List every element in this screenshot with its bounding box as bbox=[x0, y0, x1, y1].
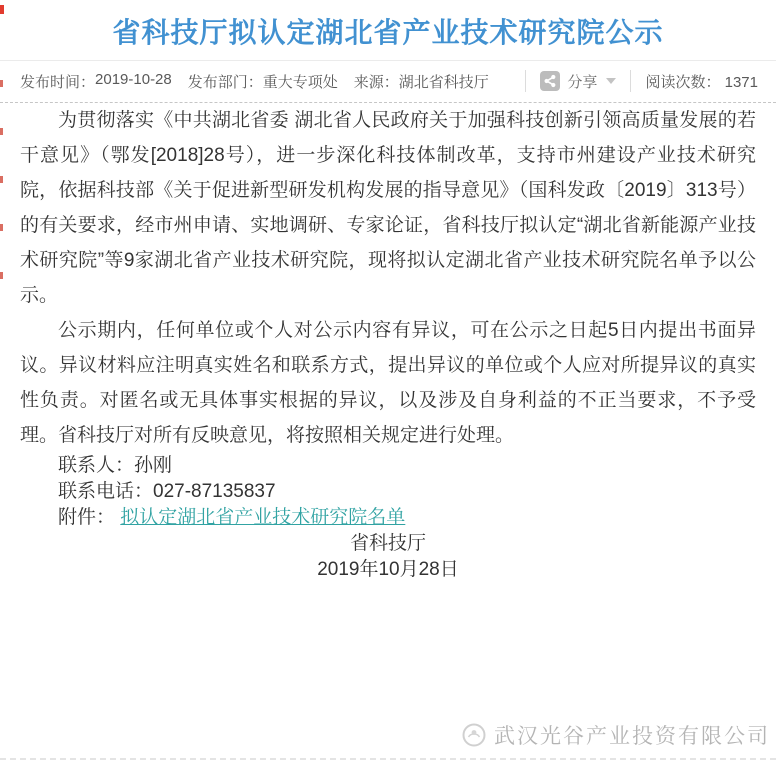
meta-info bbox=[20, 71, 489, 92]
read-count-label: 阅读次数： bbox=[645, 73, 721, 91]
divider bbox=[630, 70, 631, 92]
notice-date: 2019年10月28日 bbox=[317, 559, 459, 580]
share-icon bbox=[540, 71, 560, 91]
source-label: 来源： bbox=[353, 73, 399, 91]
signature: 省科技厅 bbox=[349, 533, 426, 554]
watermark bbox=[460, 720, 770, 750]
company-logo-icon bbox=[460, 721, 488, 749]
source-value: 湖北省科技厅 bbox=[398, 73, 489, 91]
notice-body bbox=[0, 103, 776, 583]
published-date-value: 2019-10-28 bbox=[95, 70, 172, 88]
left-edge-artifact-tick bbox=[0, 5, 4, 14]
publish-department-label: 发布部门： bbox=[187, 73, 263, 91]
share-label: 分享 bbox=[567, 73, 598, 91]
paragraph: 公示期内，任何单位或个人对公示内容有异议，可在公示之日起5日内提出书面异议。异议材料应注明真实姓名和联系方式，提出异议的单位或个人应对所提异议的真实性负责。对匿名或无具体事实根据的异议，以及涉及自身利益的不正当要求，不予受理。省科技厅对所有反映意见，将按照相关规定进行处理。 bbox=[20, 320, 756, 446]
published-date bbox=[20, 71, 172, 92]
meta-bar bbox=[0, 60, 776, 103]
page-title: 省科技厅拟认定湖北省产业技术研究院公示 bbox=[112, 17, 664, 48]
paragraph: 为贯彻落实《中共湖北省委 湖北省人民政府关于加强科技创新引领高质量发展的若干意见》（鄂发[2018]28号），进一步深化科技体制改革，支持市州建设产业技术研究院，依据科技部《关于促进新型研发机构发展的指导意见》（国科发政〔2019〕313号）的有关要求，经市州申请、实地调研、专家论证，省科技厅拟认定“湖北省新能源产业技术研究院”等9家湖北省产业技术研究院，现将拟认定湖北省产业技术研究院名单予以公示。 bbox=[20, 110, 756, 306]
source bbox=[354, 71, 489, 92]
divider bbox=[525, 70, 526, 92]
publish-department-value: 重大专项处 bbox=[262, 73, 338, 91]
read-count bbox=[645, 71, 758, 92]
published-date-label: 发布时间： bbox=[20, 73, 96, 91]
share-button[interactable] bbox=[540, 71, 616, 92]
contact-phone: 联系电话：027-87135837 bbox=[58, 481, 276, 502]
meta-actions bbox=[511, 70, 758, 92]
attachment-row bbox=[20, 505, 756, 531]
contact-person: 联系人：孙刚 bbox=[58, 455, 173, 476]
bottom-divider bbox=[0, 758, 776, 760]
publish-department bbox=[188, 71, 338, 92]
attachment-link[interactable]: 拟认定湖北省产业技术研究院名单 bbox=[120, 507, 406, 528]
attachment-label: 附件： bbox=[58, 507, 116, 528]
left-edge-artifact-dashes bbox=[0, 80, 3, 315]
caret-down-icon[interactable] bbox=[606, 78, 616, 84]
read-count-value: 1371 bbox=[724, 73, 758, 91]
watermark-company-name: 武汉光谷产业投资有限公司 bbox=[494, 725, 770, 748]
